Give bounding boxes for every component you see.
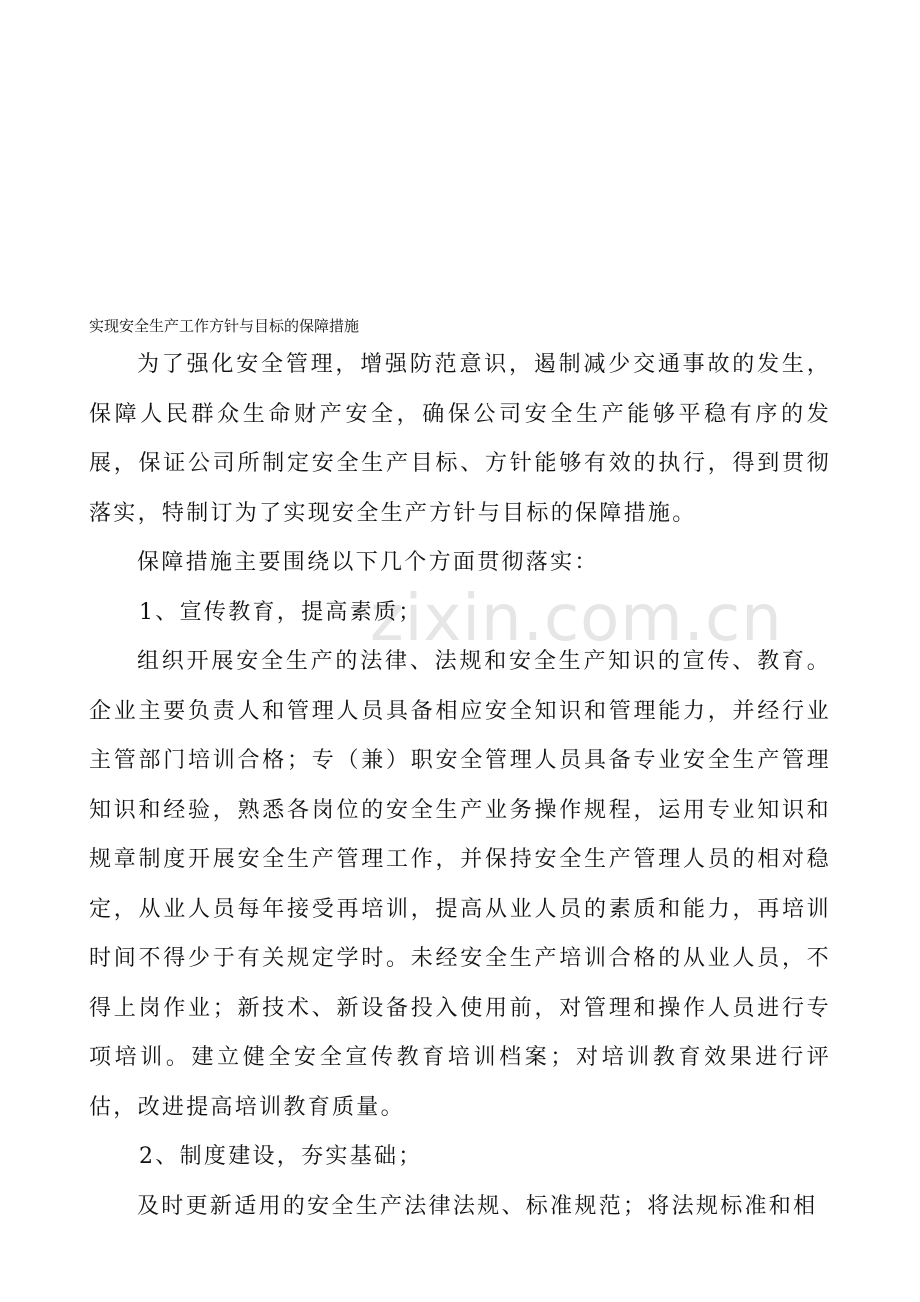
measures-intro-paragraph: 保障措施主要围绕以下几个方面贯彻落实： (137, 550, 599, 575)
intro-paragraph: 为了强化安全管理，增强防范意识，遏制减少交通事故的发生，保障人民群众生命财产安全，确保公司安全生产能够平稳有序的发展，保证公司所制定安全生产目标、方针能够有效的执行，得到贯彻落实，特制订为了实现安全生产方针与目标的保障措施。 (89, 352, 831, 526)
section-heading-2: 2、制度建设，夯实基础； (139, 1144, 423, 1169)
section-2-paragraph: 及时更新适用的安全生产法律法规、标准规范；将法规标准和相 (137, 1193, 818, 1219)
section-1-paragraph: 组织开展安全生产的法律、法规和安全生产知识的宣传、教育。企业主要负责人和管理人员具备相应安全知识和管理能力，并经行业主管部门培训合格；专（兼）职安全管理人员具备专业安全生产管理知识和经验，熟悉各岗位的安全生产业务操作规程，运用专业知识和规章制度开展安全生产管理工作，并保持安全生产管理人员的相对稳定，从业人员每年接受再培训，提高从业人员的素质和能力，再培训时间不得少于有关规定学时。未经安全生产培训合格的从业人员，不得上岗作业；新技术、新设备投入使用前，对管理和操作人员进行专项培训。建立健全安全宣传教育培训档案；对培训教育效果进行评估，改进提高培训教育质量。 (89, 649, 831, 1120)
watermark: zixin.com.cn (370, 582, 783, 656)
document-body (89, 340, 831, 1231)
section-heading-1: 1、宣传教育，提高素质； (139, 599, 423, 625)
document-title: 实现安全生产工作方针与目标的保障措施 (89, 317, 360, 335)
